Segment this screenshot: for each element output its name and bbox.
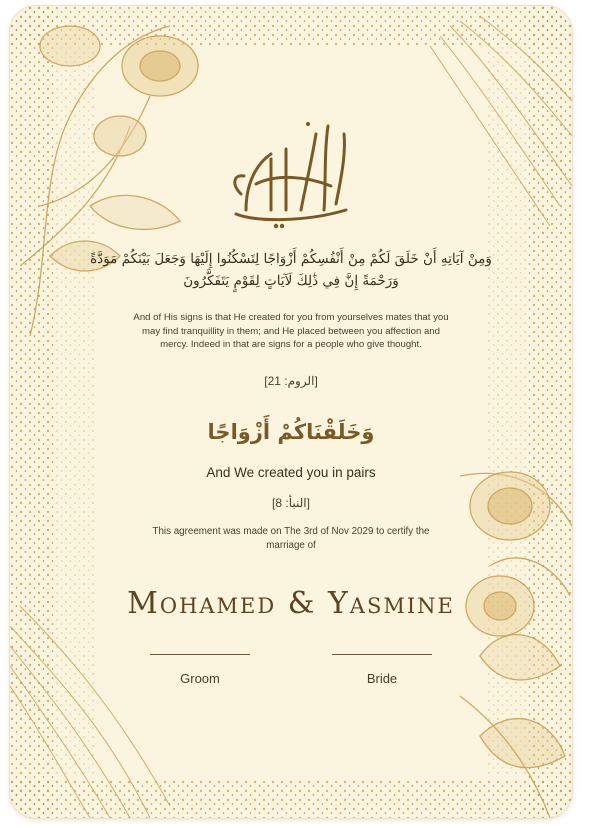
groom-label: Groom	[180, 671, 220, 686]
verse-reference-rum: [الروم: 21]	[264, 374, 318, 388]
pairs-verse-arabic: وَخَلَقْنَاكُمْ أَزْوَاجًا	[207, 420, 375, 444]
couple-names: Mohamed & Yasmine	[127, 586, 455, 621]
agreement-text: This agreement was made on The 3rd of Nov 2029 to certify the marriage of	[152, 526, 430, 551]
bride-signature-line	[332, 654, 432, 655]
verse-reference-naba: [النبأ: 8]	[272, 496, 310, 510]
pairs-verse-translation: And We created you in pairs	[206, 465, 376, 480]
quran-verse-translation: And of His signs is that He created for you from yourselves mates that you may find tranquillity in them; and He placed between you affection and mercy. Indeed in that are signs for a people who give thought.	[133, 312, 449, 351]
certificate-content	[10, 6, 572, 818]
basmala-calligraphy	[216, 114, 366, 232]
quran-verse-arabic: وَمِنْ آيَاتِهِ أَنْ خَلَقَ لَكُمْ مِنْ أَنْفُسِكُمْ أَزْوَاجًا لِتَسْكُنُوا إِلَيْهَا وَجَعَلَ بَيْنَكُمْ مَوَدَّةً وَرَحْمَةً إِنَّ فِي ذَٰلِكَ لَآيَاتٍ لِقَوْمٍ يَتَفَكَّرُونَ	[90, 251, 492, 289]
groom-signature-line	[150, 654, 250, 655]
certificate-card	[10, 6, 572, 818]
bride-label: Bride	[366, 671, 398, 686]
